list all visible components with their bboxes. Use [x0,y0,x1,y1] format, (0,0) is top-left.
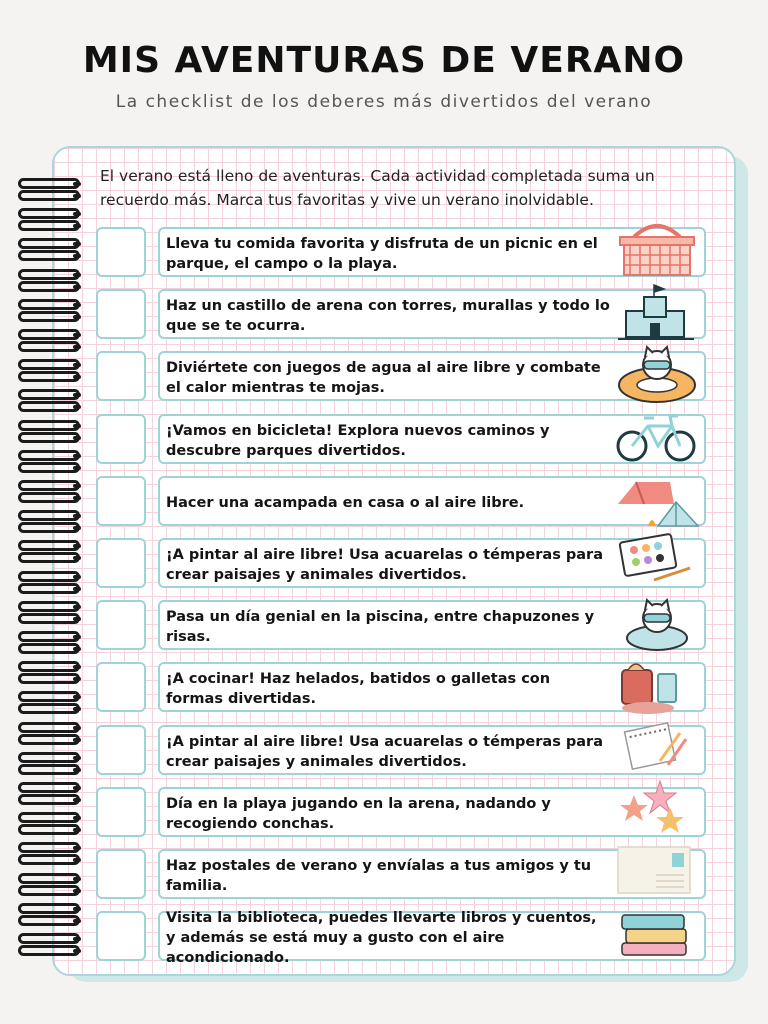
checklist-item [96,227,706,279]
checkbox[interactable] [96,414,146,464]
activity-text: Diviértete con juegos de agua al aire libre y combate el calor mientras te mojas. [166,360,601,397]
spiral-ring [18,601,80,612]
spiral-ring [18,299,80,310]
spiral-ring [18,794,80,805]
spiral-ring [18,673,80,684]
activity-text: Haz un castillo de arena con torres, murallas y todo lo que se te ocurra. [166,298,610,335]
checklist-item [96,662,706,714]
checkbox[interactable] [96,538,146,588]
activity-card [158,725,706,775]
activity-card [158,849,706,899]
intro-text: El verano está lleno de aventuras. Cada actividad completada suma un recuerdo más. Marca tus favoritas y vive un verano inolvidable. [100,167,655,209]
spiral-ring [18,691,80,702]
spiral-ring [18,341,80,352]
checklist-item [96,476,706,528]
spiral-ring [18,522,80,533]
spiral-binding [18,170,82,950]
activity-card [158,227,706,277]
activity-text: Hacer una acampada en casa o al aire libre. [166,494,525,511]
spiral-ring [18,269,80,280]
spiral-ring [18,722,80,733]
spiral-ring [18,311,80,322]
spiral-ring [18,208,80,219]
activity-card [158,289,706,339]
spiral-ring [18,190,80,201]
activity-card [158,600,706,650]
spiral-ring [18,824,80,835]
spiral-ring [18,462,80,473]
spiral-ring [18,389,80,400]
checkbox[interactable] [96,725,146,775]
spiral-ring [18,885,80,896]
activity-text: ¡A pintar al aire libre! Usa acuarelas o témperas para crear paisajes y animales divertidos. [166,733,603,770]
spiral-ring [18,420,80,431]
spiral-ring [18,178,80,189]
spiral-ring [18,250,80,261]
activity-card [158,538,706,588]
checkbox[interactable] [96,351,146,401]
activity-text: ¡A cocinar! Haz helados, batidos o galletas con formas divertidas. [166,671,551,708]
checklist-item [96,725,706,777]
spiral-ring [18,643,80,654]
bicycle-icon [614,406,700,468]
spiral-ring [18,812,80,823]
checkbox[interactable] [96,911,146,961]
spiral-ring [18,571,80,582]
activity-card [158,787,706,837]
checkbox[interactable] [96,849,146,899]
page-subtitle: La checklist de los deberes más divertidos del verano [115,92,653,112]
checklist-item [96,910,706,967]
spiral-ring [18,432,80,443]
spiral-ring [18,510,80,521]
spiral-ring [18,903,80,914]
cat-float-icon [614,343,700,405]
spiral-ring [18,359,80,370]
checklist-item [96,289,706,341]
activity-text: Haz postales de verano y envíalas a tus amigos y tu familia. [166,858,592,894]
activity-card [158,662,706,712]
checklist-item [96,351,706,403]
picnic-basket-icon [614,219,700,281]
spiral-ring [18,450,80,461]
checklist-item [96,600,706,652]
spiral-ring [18,492,80,503]
spiral-ring [18,371,80,382]
activity-text: Pasa un día genial en la piscina, entre chapuzones y risas. [166,609,595,646]
activity-card [158,476,706,526]
spiral-ring [18,281,80,292]
tents-icon [614,468,700,530]
activity-card [158,414,706,464]
checklist-item [96,787,706,839]
checklist-item [96,538,706,590]
spiral-ring [18,703,80,714]
spiral-ring [18,238,80,249]
activity-text: Visita la biblioteca, puedes llevarte libros y cuentos, y además se está muy a gusto con el aire acondicionado. [166,910,597,967]
spiral-ring [18,915,80,926]
spiral-ring [18,764,80,775]
spiral-ring [18,933,80,944]
spiral-ring [18,480,80,491]
postcard-icon [614,841,700,903]
checkbox[interactable] [96,600,146,650]
books-icon [614,903,700,965]
sandcastle-icon [614,281,700,343]
checkbox[interactable] [96,662,146,712]
checkbox[interactable] [96,289,146,339]
spiral-ring [18,661,80,672]
checklist-item [96,849,706,901]
watercolor-palette-icon [614,530,700,592]
activity-card [158,910,706,967]
spiral-ring [18,842,80,853]
spiral-ring [18,401,80,412]
cat-swim-ring-icon [614,592,700,654]
spiral-ring [18,540,80,551]
starfish-icon [614,779,700,841]
baking-icon [614,654,700,716]
spiral-ring [18,583,80,594]
spiral-ring [18,752,80,763]
spiral-ring [18,220,80,231]
page-title: MIS AVENTURAS DE VERANO [82,40,686,81]
activity-text: ¡A pintar al aire libre! Usa acuarelas o témperas para crear paisajes y animales divertidos. [166,547,603,583]
spiral-ring [18,873,80,884]
spiral-ring [18,631,80,642]
activity-text: Día en la playa jugando en la arena, nadando y recogiendo conchas. [166,795,551,832]
spiral-ring [18,854,80,865]
spiral-ring [18,613,80,624]
activity-card [158,351,706,401]
checkbox[interactable] [96,787,146,837]
spiral-ring [18,945,80,956]
spiral-ring [18,552,80,563]
checkbox[interactable] [96,476,146,526]
spiral-ring [18,734,80,745]
checkbox[interactable] [96,227,146,277]
spiral-ring [18,329,80,340]
spiral-ring [18,782,80,793]
activity-text: Lleva tu comida favorita y disfruta de un picnic en el parque, el campo o la playa. [166,236,598,272]
checklist-item [96,414,706,466]
activity-text: ¡Vamos en bicicleta! Explora nuevos caminos y descubre parques divertidos. [166,422,550,459]
sketchbook-icon [614,717,700,779]
